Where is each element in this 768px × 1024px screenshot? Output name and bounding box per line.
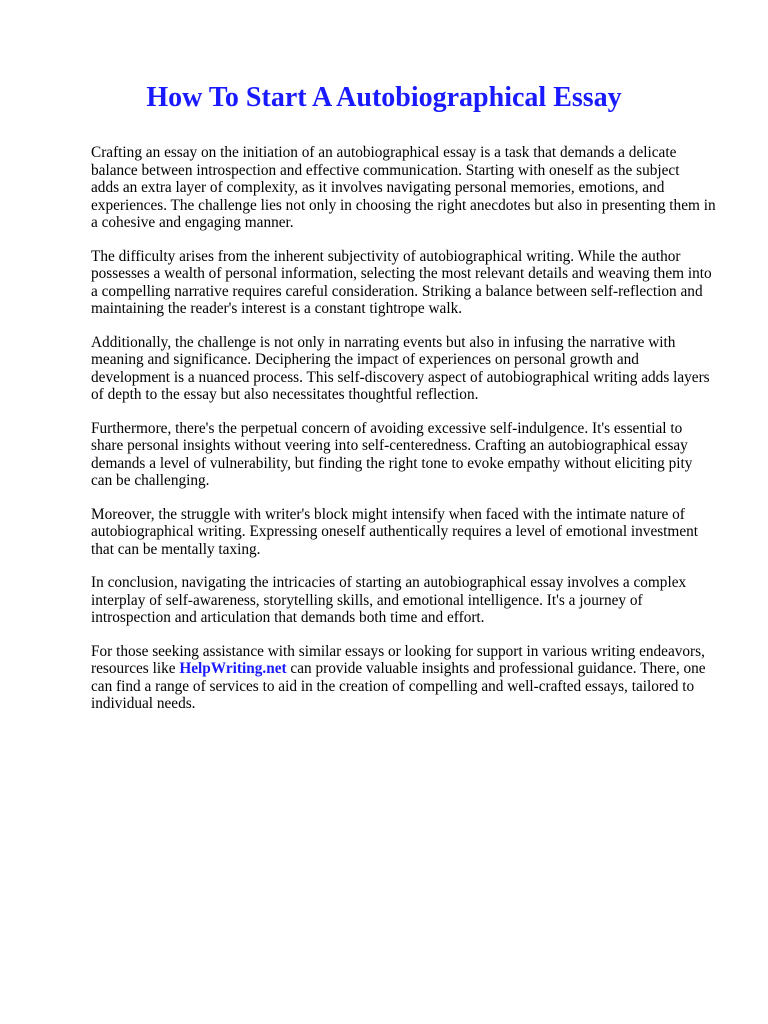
paragraph-line: experiences. The challenge lies not only in choosing the right anecdotes but also in presenting them in: [91, 196, 716, 214]
final-paragraph-line: can find a range of services to aid in the creation of compelling and well-crafted essays, tailored to: [91, 677, 695, 695]
paragraph: [91, 248, 731, 318]
paragraph-line: demands a level of vulnerability, but finding the right tone to evoke empathy without eliciting pity: [91, 454, 693, 472]
paragraph-line: a cohesive and engaging manner.: [91, 214, 294, 231]
helpwriting-link[interactable]: HelpWriting.net: [179, 660, 287, 677]
paragraph-line: Crafting an essay on the initiation of an autobiographical essay is a task that demands a delicate: [91, 144, 677, 161]
paragraph-line: maintaining the reader's interest is a constant tightrope walk.: [91, 300, 463, 317]
paragraph-line: Furthermore, there's the perpetual concern of avoiding excessive self-indulgence. It's essential to: [91, 419, 683, 437]
paragraph: [91, 506, 731, 559]
final-paragraph-text: resources like: [91, 660, 180, 677]
paragraph-line: Moreover, the struggle with writer's block might intensify when faced with the intimate nature of: [91, 505, 685, 523]
paragraph: [91, 144, 731, 232]
paragraph-line: of depth to the essay but also necessitates thoughtful reflection.: [91, 386, 479, 403]
paragraph-line: that can be mentally taxing.: [91, 540, 261, 558]
paragraph-line: The difficulty arises from the inherent subjectivity of autobiographical writing. While the author: [91, 247, 681, 265]
paragraph-line: Additionally, the challenge is not only in narrating events but also in infusing the narrative with: [91, 333, 676, 351]
final-paragraph-text: can provide valuable insights and professional guidance. There, one: [286, 660, 706, 677]
paragraph-line: can be challenging.: [91, 472, 210, 489]
paragraph: [91, 334, 731, 404]
paragraph-line: development is a nuanced process. This self-discovery aspect of autobiographical writing adds layers: [91, 368, 710, 386]
paragraph-line: balance between introspection and effective communication. Starting with oneself as the subject: [91, 161, 680, 179]
final-paragraph-line: For those seeking assistance with similar essays or looking for support in various writing endeavors,: [91, 642, 705, 660]
paragraph-line: autobiographical writing. Expressing oneself authentically requires a level of emotional investment: [91, 523, 699, 540]
paragraph-line: adds an extra layer of complexity, as it involves navigating personal memories, emotions, and: [91, 179, 665, 196]
document-body: [91, 144, 731, 729]
paragraph-line: interplay of self-awareness, storytelling skills, and emotional intelligence. It's a journey of: [91, 591, 643, 609]
final-paragraph: [91, 643, 731, 713]
paragraph: [91, 574, 731, 627]
paragraph-line: a compelling narrative requires careful consideration. Striking a balance between self-reflection and: [91, 282, 703, 300]
paragraph-line: possesses a wealth of personal information, selecting the most relevant details and weaving them into: [91, 265, 712, 282]
paragraph-list: [91, 144, 731, 627]
paragraph-line: In conclusion, navigating the intricacies of starting an autobiographical essay involves a complex: [91, 574, 687, 591]
paragraph: [91, 420, 731, 490]
document-title: How To Start A Autobiographical Essay: [146, 82, 622, 113]
paragraph-line: introspection and articulation that demands both time and effort.: [91, 609, 485, 626]
paragraph-line: share personal insights without veering into self-centeredness. Crafting an autobiographical essay: [91, 437, 688, 454]
final-paragraph-line: individual needs.: [91, 695, 196, 712]
paragraph-line: meaning and significance. Deciphering the impact of experiences on personal growth and: [91, 351, 639, 368]
